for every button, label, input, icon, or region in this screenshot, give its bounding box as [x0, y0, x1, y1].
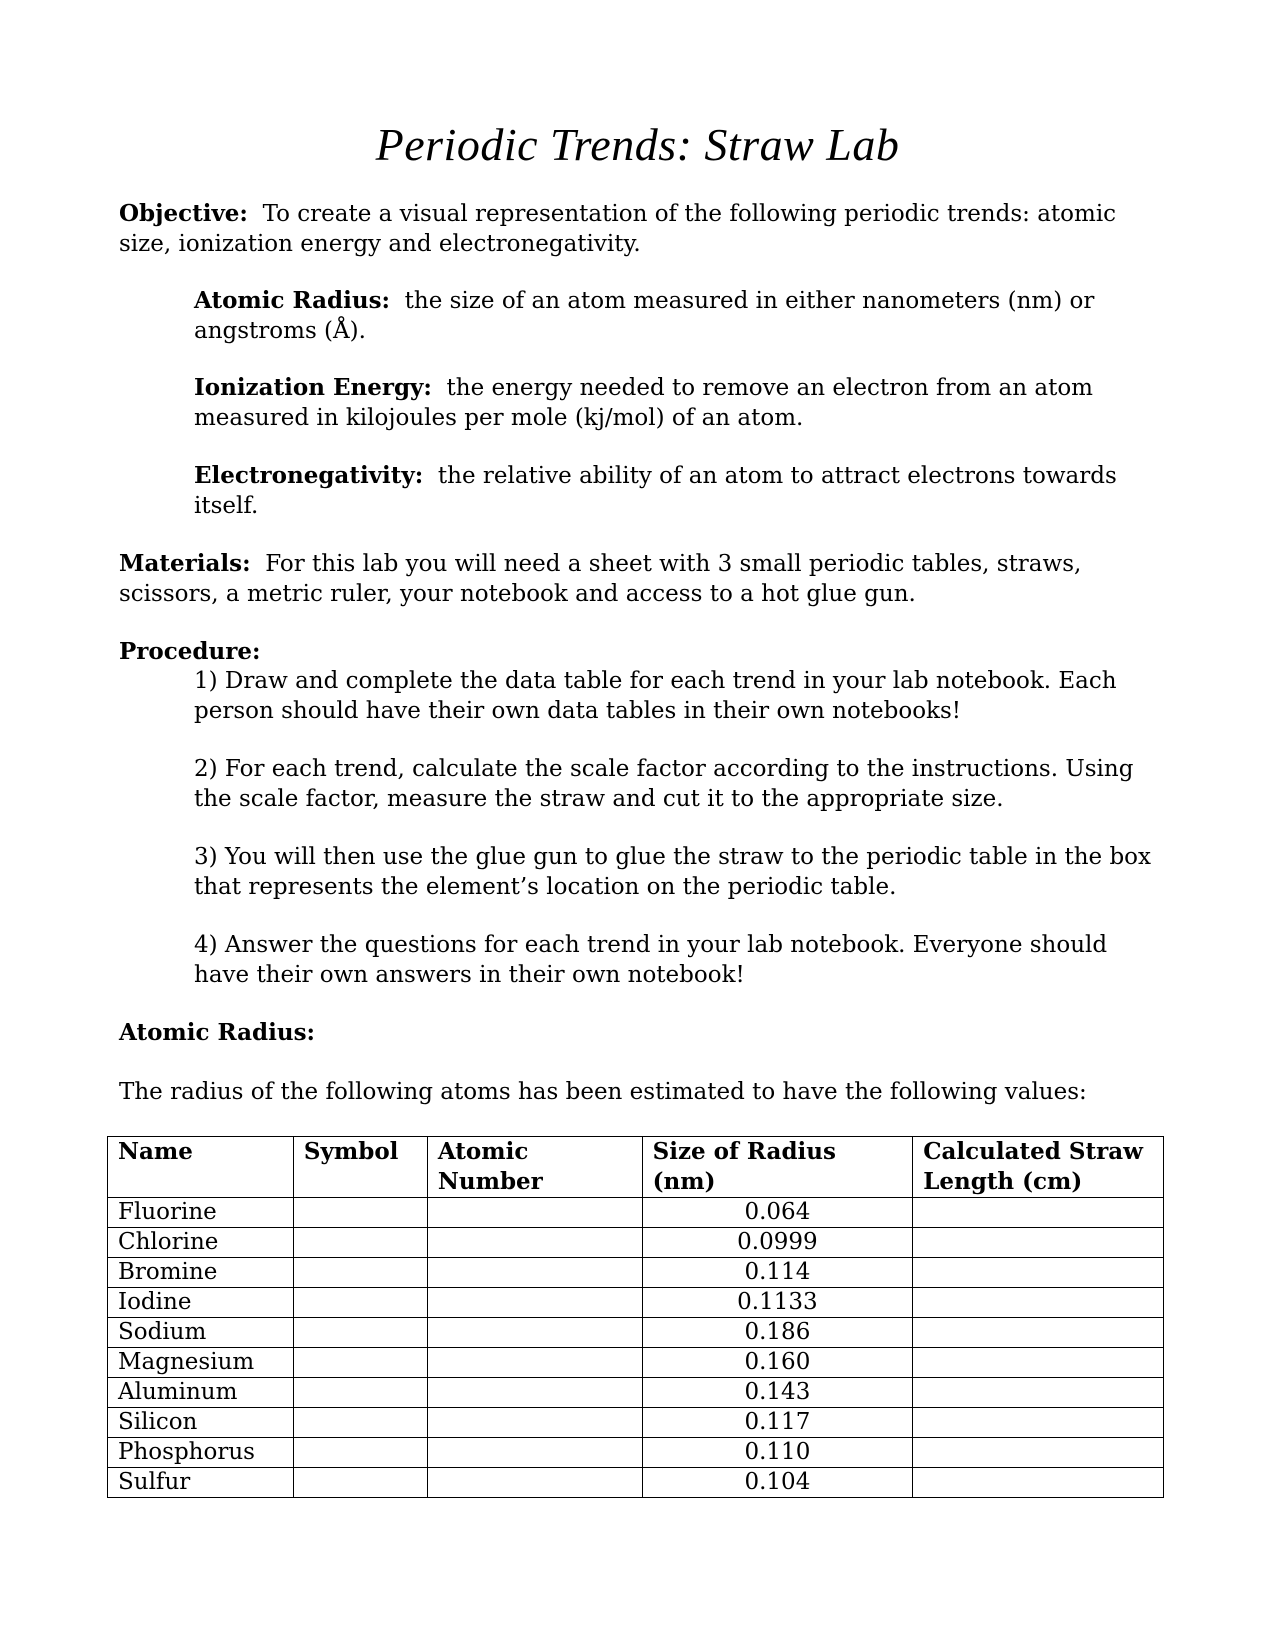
- cell-straw-length: [913, 1468, 1164, 1498]
- cell-symbol: [293, 1288, 427, 1318]
- materials-text: For this lab you will need a sheet with 3 small periodic tables, straws, scissors, a metric ruler, your notebook and access to a hot glue gun.: [119, 551, 1082, 607]
- table-row: [108, 1408, 1164, 1438]
- cell-name: Phosphorus: [108, 1438, 294, 1468]
- cell-atomic-number: [427, 1258, 642, 1288]
- cell-radius: 0.143: [642, 1378, 913, 1408]
- cell-name: Sulfur: [108, 1468, 294, 1498]
- cell-atomic-number: [427, 1198, 642, 1228]
- definition-text: the relative ability of an atom to attract electrons towards itself.: [194, 463, 1117, 519]
- procedure-step: 3) You will then use the glue gun to glue the straw to the periodic table in the box that represents the element’s location on the periodic table.: [194, 844, 1152, 900]
- table-row: [108, 1378, 1164, 1408]
- cell-straw-length: [913, 1348, 1164, 1378]
- cell-radius: 0.160: [642, 1348, 913, 1378]
- table-row: [108, 1438, 1164, 1468]
- definition-ionization-energy: [194, 373, 1159, 433]
- cell-symbol: [293, 1258, 427, 1288]
- cell-radius: 0.1133: [642, 1288, 913, 1318]
- definition-text: the energy needed to remove an electron from an atom measured in kilojoules per mole (kj/mol) of an atom.: [194, 375, 1093, 431]
- cell-name: Fluorine: [108, 1198, 294, 1228]
- cell-radius: 0.064: [642, 1198, 913, 1228]
- table-row: [108, 1258, 1164, 1288]
- objective-label: Objective:: [119, 200, 248, 227]
- cell-atomic-number: [427, 1378, 642, 1408]
- cell-radius: 0.114: [642, 1258, 913, 1288]
- table-row: [108, 1468, 1164, 1498]
- cell-symbol: [293, 1378, 427, 1408]
- cell-symbol: [293, 1468, 427, 1498]
- table-header-row: [108, 1137, 1164, 1198]
- table-row: [108, 1228, 1164, 1258]
- table-row: [108, 1348, 1164, 1378]
- cell-radius: 0.104: [642, 1468, 913, 1498]
- procedure-step: 1) Draw and complete the data table for each trend in your lab notebook. Each person should have their own data tables in their own notebooks!: [194, 668, 1117, 724]
- objective-paragraph: [119, 199, 1159, 259]
- objective-text: To create a visual representation of the following periodic trends: atomic size, ionization energy and electronegativity.: [119, 201, 1117, 257]
- cell-atomic-number: [427, 1348, 642, 1378]
- definition-text: the size of an atom measured in either nanometers (nm) or angstroms (Å).: [194, 288, 1095, 344]
- procedure-step: 4) Answer the questions for each trend in your lab notebook. Everyone should have their own answers in their own notebook!: [194, 932, 1108, 988]
- definition-label: Atomic Radius:: [194, 287, 391, 314]
- page-title: Periodic Trends: Straw Lab: [375, 119, 900, 170]
- procedure-step: 2) For each trend, calculate the scale factor according to the instructions. Using the scale factor, measure the straw and cut it to the appropriate size.: [194, 756, 1134, 812]
- cell-name: Bromine: [108, 1258, 294, 1288]
- cell-name: Sodium: [108, 1318, 294, 1348]
- cell-atomic-number: [427, 1228, 642, 1258]
- cell-name: Chlorine: [108, 1228, 294, 1258]
- cell-symbol: [293, 1228, 427, 1258]
- table-row: [108, 1318, 1164, 1348]
- definition-label: Electronegativity:: [194, 462, 424, 489]
- table-row: [108, 1198, 1164, 1228]
- cell-straw-length: [913, 1378, 1164, 1408]
- cell-straw-length: [913, 1258, 1164, 1288]
- definition-label: Ionization Energy:: [194, 374, 432, 401]
- cell-straw-length: [913, 1198, 1164, 1228]
- definition-electronegativity: [194, 461, 1159, 521]
- cell-straw-length: [913, 1318, 1164, 1348]
- cell-straw-length: [913, 1288, 1164, 1318]
- column-header: Calculated Straw Length (cm): [913, 1137, 1164, 1198]
- cell-radius: 0.110: [642, 1438, 913, 1468]
- cell-radius: 0.0999: [642, 1228, 913, 1258]
- column-header: Symbol: [293, 1137, 427, 1198]
- cell-symbol: [293, 1198, 427, 1228]
- cell-symbol: [293, 1438, 427, 1468]
- section-heading-atomic-radius: Atomic Radius:: [119, 1019, 316, 1046]
- cell-atomic-number: [427, 1408, 642, 1438]
- table-row: [108, 1288, 1164, 1318]
- column-header: Name: [108, 1137, 294, 1198]
- procedure-heading: Procedure:: [119, 638, 261, 665]
- cell-atomic-number: [427, 1438, 642, 1468]
- cell-name: Silicon: [108, 1408, 294, 1438]
- cell-name: Aluminum: [108, 1378, 294, 1408]
- cell-straw-length: [913, 1228, 1164, 1258]
- cell-name: Magnesium: [108, 1348, 294, 1378]
- cell-radius: 0.186: [642, 1318, 913, 1348]
- cell-atomic-number: [427, 1318, 642, 1348]
- column-header: Size of Radius (nm): [642, 1137, 913, 1198]
- cell-atomic-number: [427, 1288, 642, 1318]
- materials-label: Materials:: [119, 550, 251, 577]
- column-header: Atomic Number: [427, 1137, 642, 1198]
- cell-name: Iodine: [108, 1288, 294, 1318]
- materials-paragraph: [119, 549, 1159, 609]
- cell-radius: 0.117: [642, 1408, 913, 1438]
- cell-straw-length: [913, 1408, 1164, 1438]
- atomic-radius-table: [107, 1136, 1164, 1498]
- cell-straw-length: [913, 1438, 1164, 1468]
- cell-symbol: [293, 1408, 427, 1438]
- cell-symbol: [293, 1348, 427, 1378]
- cell-atomic-number: [427, 1468, 642, 1498]
- atomic-radius-intro: The radius of the following atoms has been estimated to have the following values:: [119, 1079, 1087, 1105]
- definition-atomic-radius: [194, 286, 1159, 346]
- cell-symbol: [293, 1318, 427, 1348]
